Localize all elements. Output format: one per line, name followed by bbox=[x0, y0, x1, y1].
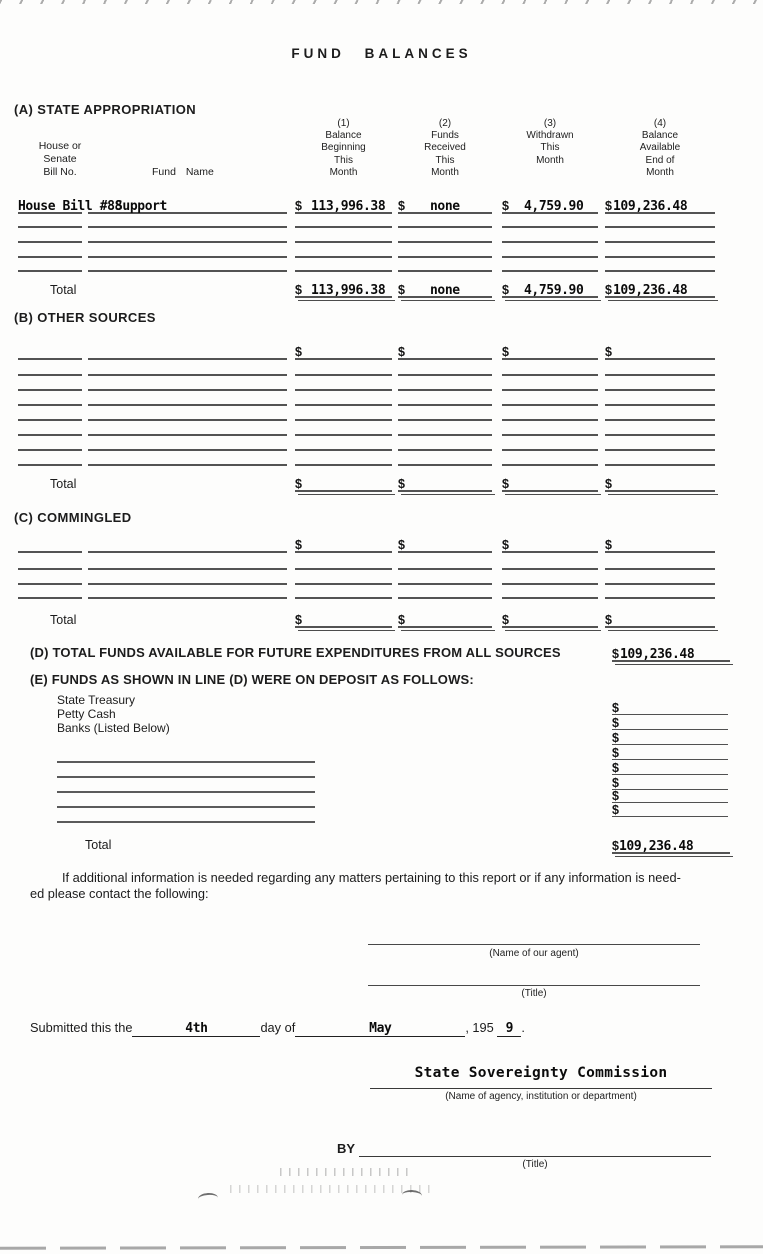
section-c-heading: (C) COMMINGLED bbox=[14, 510, 132, 525]
dollar-sign: $ bbox=[295, 613, 302, 627]
col2-header bbox=[398, 118, 492, 179]
bank-name-line bbox=[57, 821, 315, 823]
col3-line bbox=[502, 362, 598, 376]
bill-no-line bbox=[18, 422, 82, 436]
bill-no-header-line2: Senate bbox=[43, 152, 77, 165]
agent-name-caption: (Name of our agent) bbox=[489, 948, 579, 959]
dollar-sign: $ bbox=[398, 345, 405, 359]
col3-line bbox=[502, 346, 598, 360]
col3-line bbox=[502, 377, 598, 391]
entry-balance-end: 109,236.48 bbox=[613, 199, 688, 214]
col3-line bbox=[502, 244, 598, 258]
agent-title-line bbox=[368, 971, 700, 986]
submitted-dayof: day of bbox=[260, 1020, 296, 1035]
col3-line bbox=[502, 571, 598, 585]
submitted-line bbox=[30, 1020, 730, 1037]
col2-line bbox=[398, 229, 492, 243]
col4-line bbox=[605, 571, 715, 585]
deposit-item-state-treasury: State Treasury bbox=[57, 693, 136, 707]
total-label: Total bbox=[50, 613, 77, 627]
col1-line bbox=[295, 229, 392, 243]
col4-line: Month bbox=[646, 166, 674, 178]
col1-line bbox=[295, 362, 392, 376]
bill-no-line bbox=[18, 377, 82, 391]
dollar-sign: $ bbox=[398, 613, 405, 627]
deposit-item-petty-cash: Petty Cash bbox=[57, 706, 116, 721]
col1-line bbox=[295, 437, 392, 451]
dollar-sign: $ bbox=[612, 716, 619, 730]
entry-balance-beginning: 113,996.38 bbox=[311, 199, 386, 214]
contact-note-line2: ed please contact the following: bbox=[30, 886, 209, 901]
col2-line bbox=[398, 362, 492, 376]
col1-number: (1) bbox=[337, 118, 350, 129]
col4-line bbox=[605, 422, 715, 436]
blank-row bbox=[0, 531, 763, 553]
col1-line bbox=[295, 244, 392, 258]
col4-line bbox=[605, 346, 715, 360]
section-c-total-row bbox=[0, 608, 763, 628]
submitted-prefix: Submitted this the bbox=[30, 1020, 133, 1035]
dollar-sign: $ bbox=[605, 283, 612, 297]
submitted-period: . bbox=[521, 1020, 525, 1035]
col4-line bbox=[605, 585, 715, 599]
col4-line bbox=[605, 437, 715, 451]
col1-line bbox=[295, 392, 392, 406]
col3-line: This bbox=[540, 142, 560, 154]
blank-row bbox=[0, 391, 763, 406]
fund-name-line bbox=[88, 377, 287, 391]
dollar-sign: $ bbox=[612, 731, 619, 745]
bill-no-line bbox=[18, 214, 82, 228]
blank-row bbox=[0, 361, 763, 376]
dollar-sign: $ bbox=[295, 477, 302, 491]
by-signature-line bbox=[359, 1142, 711, 1157]
fund-name-line bbox=[88, 258, 287, 272]
bill-no-line bbox=[18, 585, 82, 599]
submitted-year: 9 bbox=[497, 1021, 521, 1037]
col4-number: (4) bbox=[653, 118, 667, 129]
total-balance-end: 109,236.48 bbox=[613, 283, 688, 298]
col2-line: Funds bbox=[431, 130, 459, 142]
col2-line bbox=[398, 539, 492, 553]
col3-line bbox=[502, 258, 598, 272]
total-label: Total bbox=[50, 477, 77, 491]
col3-line: Withdrawn bbox=[526, 130, 574, 142]
col2-line bbox=[398, 258, 492, 272]
bill-no-line bbox=[18, 539, 82, 553]
blank-row bbox=[0, 338, 763, 360]
bill-no-header bbox=[18, 140, 102, 178]
col4-line bbox=[605, 452, 715, 466]
section-d-row bbox=[0, 640, 763, 662]
col4-line: Balance bbox=[641, 130, 679, 142]
col3-line: Month bbox=[536, 154, 564, 166]
fund-name-line bbox=[88, 539, 287, 553]
scan-noise bbox=[280, 1168, 410, 1176]
bill-no-line bbox=[18, 452, 82, 466]
col4-line bbox=[605, 362, 715, 376]
col1-line: This bbox=[334, 154, 353, 166]
dollar-sign: $ bbox=[502, 199, 509, 213]
bill-no-header-line1: House or bbox=[38, 140, 82, 152]
scan-smudge bbox=[198, 1192, 219, 1204]
agency-name-line bbox=[370, 1064, 712, 1089]
bill-no-line bbox=[18, 229, 82, 243]
blank-row bbox=[0, 229, 763, 243]
bill-no-header-line3: Bill No. bbox=[43, 165, 77, 178]
deposit-amount-line bbox=[612, 803, 728, 817]
fund-name-line bbox=[88, 571, 287, 585]
col2-line bbox=[398, 377, 492, 391]
total-withdrawn: 4,759.90 bbox=[524, 283, 584, 298]
scan-smudge bbox=[402, 1189, 423, 1201]
page-title: FUND BALANCES bbox=[291, 46, 472, 61]
section-e-heading: (E) FUNDS AS SHOWN IN LINE (D) WERE ON DEPOSIT AS FOLLOWS: bbox=[30, 672, 474, 687]
deposit-amount-line bbox=[612, 701, 728, 715]
col2-line bbox=[398, 571, 492, 585]
section-b-total-row bbox=[0, 472, 763, 492]
col3-header bbox=[502, 118, 598, 167]
col1-line bbox=[295, 614, 392, 628]
col1-line: Balance bbox=[325, 130, 362, 142]
col1-line: Beginning bbox=[321, 142, 366, 154]
col1-line bbox=[295, 407, 392, 421]
col2-line bbox=[398, 214, 492, 228]
entry-funds-received: none bbox=[430, 199, 460, 214]
dollar-sign: $ bbox=[605, 345, 612, 359]
col2-line: Month bbox=[431, 166, 459, 178]
col1-line bbox=[295, 556, 392, 570]
deposit-amount-line bbox=[612, 789, 728, 803]
dollar-sign: $ bbox=[295, 199, 302, 213]
col2-line bbox=[398, 556, 492, 570]
dollar-sign: $ bbox=[612, 701, 619, 715]
bill-no-line bbox=[18, 437, 82, 451]
blank-row bbox=[0, 258, 763, 272]
dollar-sign: $ bbox=[612, 789, 619, 803]
dollar-sign: $ bbox=[612, 647, 619, 661]
deposit-amount-line bbox=[612, 776, 728, 790]
fund-name-line bbox=[88, 392, 287, 406]
col3-line bbox=[502, 585, 598, 599]
fund-name-line bbox=[88, 556, 287, 570]
fund-name-line bbox=[88, 452, 287, 466]
dollar-sign: $ bbox=[612, 839, 619, 853]
bill-no-line bbox=[18, 244, 82, 258]
col2-line bbox=[398, 585, 492, 599]
fund-name-line bbox=[88, 214, 287, 228]
blank-row bbox=[0, 554, 763, 570]
dollar-sign: $ bbox=[295, 538, 302, 552]
contact-note-line1: If additional information is needed regarding any matters pertaining to this report or if any information is need- bbox=[62, 870, 681, 885]
agent-title-caption: (Title) bbox=[521, 988, 547, 999]
blank-row bbox=[0, 570, 763, 585]
bill-no-line bbox=[18, 346, 82, 360]
dollar-sign: $ bbox=[605, 199, 612, 213]
scan-edge-artifact-bottom bbox=[0, 1245, 763, 1250]
blank-row bbox=[0, 585, 763, 599]
blank-row bbox=[0, 451, 763, 466]
col2-line: Received bbox=[424, 142, 466, 154]
section-d-value: 109,236.48 bbox=[620, 647, 695, 662]
dollar-sign: $ bbox=[295, 283, 302, 297]
col2-line bbox=[398, 437, 492, 451]
entry-fund-name: Support bbox=[115, 199, 167, 214]
agency-name-caption: (Name of agency, institution or department) bbox=[445, 1091, 637, 1102]
submitted-year-prefix: , 195 bbox=[465, 1020, 494, 1035]
dollar-sign: $ bbox=[502, 613, 509, 627]
bill-no-line bbox=[18, 258, 82, 272]
col3-line bbox=[502, 556, 598, 570]
by-label: BY bbox=[337, 1141, 356, 1156]
section-b-heading: (B) OTHER SOURCES bbox=[14, 310, 156, 325]
dollar-sign: $ bbox=[398, 538, 405, 552]
fund-name-line bbox=[88, 229, 287, 243]
deposit-amount-line bbox=[612, 716, 728, 730]
col1-line bbox=[295, 571, 392, 585]
dollar-sign: $ bbox=[502, 477, 509, 491]
col3-line bbox=[502, 392, 598, 406]
col4-line bbox=[605, 478, 715, 492]
bill-no-line bbox=[18, 407, 82, 421]
fund-name-header: Fund Name bbox=[152, 166, 214, 178]
col3-line bbox=[502, 452, 598, 466]
total-label: Total bbox=[50, 283, 77, 297]
dollar-sign: $ bbox=[612, 746, 619, 760]
col3-line bbox=[502, 614, 598, 628]
col1-line bbox=[295, 452, 392, 466]
fund-name-line bbox=[88, 437, 287, 451]
col1-line bbox=[295, 346, 392, 360]
scan-noise bbox=[230, 1185, 430, 1193]
col1-line bbox=[295, 422, 392, 436]
col2-number: (2) bbox=[438, 118, 452, 129]
dollar-sign: $ bbox=[612, 776, 619, 790]
total-balance-beginning: 113,996.38 bbox=[311, 283, 386, 298]
dollar-sign: $ bbox=[502, 345, 509, 359]
dollar-sign: $ bbox=[605, 538, 612, 552]
col4-line bbox=[605, 392, 715, 406]
blank-row bbox=[0, 421, 763, 436]
col4-line bbox=[605, 556, 715, 570]
col1-line bbox=[295, 258, 392, 272]
col1-line bbox=[295, 539, 392, 553]
col2-line bbox=[398, 422, 492, 436]
blank-row bbox=[0, 244, 763, 258]
col1-line bbox=[295, 585, 392, 599]
col3-line bbox=[502, 539, 598, 553]
col4-header bbox=[605, 118, 715, 179]
col2-line bbox=[398, 392, 492, 406]
col2-line: This bbox=[435, 154, 455, 166]
col4-line bbox=[605, 244, 715, 258]
bill-no-line bbox=[18, 571, 82, 585]
dollar-sign: $ bbox=[605, 613, 612, 627]
agent-name-line bbox=[368, 930, 700, 945]
deposit-amount-line bbox=[612, 746, 728, 760]
col1-line: Month bbox=[329, 166, 358, 178]
col4-line bbox=[605, 377, 715, 391]
bank-name-line bbox=[57, 761, 315, 763]
col3-line bbox=[502, 437, 598, 451]
col2-line bbox=[398, 346, 492, 360]
dollar-sign: $ bbox=[605, 477, 612, 491]
col4-line bbox=[605, 539, 715, 553]
submitted-month: May bbox=[295, 1021, 465, 1037]
col3-line bbox=[502, 214, 598, 228]
col2-line bbox=[398, 614, 492, 628]
deposit-amount-line bbox=[612, 761, 728, 775]
fund-name-line bbox=[88, 346, 287, 360]
section-e-total-value: 109,236.48 bbox=[619, 839, 694, 854]
total-funds-received: none bbox=[430, 283, 460, 298]
section-a-total-row bbox=[0, 277, 763, 298]
bill-no-line bbox=[18, 556, 82, 570]
deposit-amount-line bbox=[612, 731, 728, 745]
dollar-sign: $ bbox=[502, 538, 509, 552]
blank-row bbox=[0, 406, 763, 421]
bank-name-line bbox=[57, 776, 315, 778]
dollar-sign: $ bbox=[612, 761, 619, 775]
col4-line bbox=[605, 258, 715, 272]
fund-name-line bbox=[88, 407, 287, 421]
section-d-label: (D) TOTAL FUNDS AVAILABLE FOR FUTURE EXPENDITURES FROM ALL SOURCES bbox=[30, 645, 561, 660]
dollar-sign: $ bbox=[502, 283, 509, 297]
col2-line bbox=[398, 407, 492, 421]
bill-no-line bbox=[18, 392, 82, 406]
fund-name-line bbox=[88, 422, 287, 436]
col4-line: Available bbox=[639, 142, 681, 154]
fund-name-line bbox=[88, 244, 287, 258]
section-a-heading: (A) STATE APPROPRIATION bbox=[14, 102, 197, 117]
col1-line bbox=[295, 377, 392, 391]
col3-line bbox=[502, 229, 598, 243]
agency-name: State Sovereignty Commission bbox=[414, 1065, 668, 1081]
dollar-sign: $ bbox=[398, 477, 405, 491]
fund-name-line bbox=[88, 362, 287, 376]
col3-line bbox=[502, 478, 598, 492]
col3-number: (3) bbox=[543, 118, 557, 129]
blank-row bbox=[0, 376, 763, 391]
col4-line bbox=[605, 214, 715, 228]
scan-edge-artifact-top bbox=[0, 0, 763, 4]
submitted-day: 4th bbox=[132, 1021, 260, 1037]
col4-line bbox=[605, 407, 715, 421]
bank-name-line bbox=[57, 791, 315, 793]
col1-line bbox=[295, 478, 392, 492]
blank-row bbox=[0, 214, 763, 228]
by-title-caption: (Title) bbox=[522, 1159, 548, 1170]
col4-line bbox=[605, 614, 715, 628]
bill-no-line bbox=[18, 362, 82, 376]
entry-bill-no: House Bill #88 bbox=[18, 199, 122, 214]
dollar-sign: $ bbox=[398, 283, 405, 297]
bank-name-line bbox=[57, 806, 315, 808]
section-e-total-row bbox=[0, 834, 763, 854]
col3-line bbox=[502, 407, 598, 421]
section-a-entry-row bbox=[0, 190, 763, 214]
dollar-sign: $ bbox=[295, 345, 302, 359]
deposit-item-banks: Banks (Listed Below) bbox=[57, 720, 170, 735]
fund-name-line bbox=[88, 585, 287, 599]
col3-line bbox=[502, 422, 598, 436]
col1-header bbox=[295, 118, 392, 179]
dollar-sign: $ bbox=[398, 199, 405, 213]
col4-line: End of bbox=[645, 154, 675, 166]
col4-line bbox=[605, 229, 715, 243]
total-label: Total bbox=[85, 838, 112, 852]
col2-line bbox=[398, 478, 492, 492]
col2-line bbox=[398, 244, 492, 258]
blank-row bbox=[0, 436, 763, 451]
dollar-sign: $ bbox=[612, 803, 619, 817]
entry-withdrawn: 4,759.90 bbox=[524, 199, 584, 214]
deposit-items bbox=[57, 694, 170, 735]
col2-line bbox=[398, 452, 492, 466]
col1-line bbox=[295, 214, 392, 228]
